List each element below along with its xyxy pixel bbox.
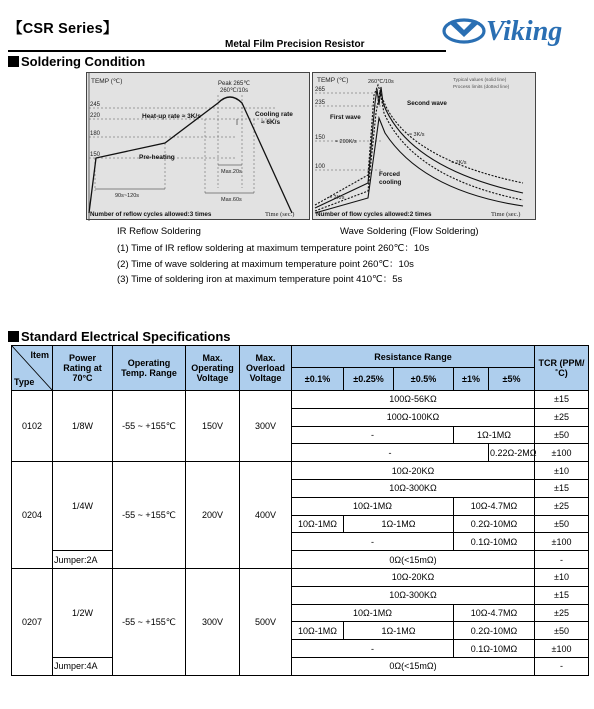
wave-y-tick-265: 265 — [315, 87, 326, 93]
ir-max20: Max.20s — [221, 169, 242, 175]
range-cell: 10Ω-20KΩ — [292, 568, 535, 586]
jumper-cell: Jumper:4A — [53, 657, 113, 675]
wave-y-tick-100: 100 — [315, 164, 326, 170]
table-row — [12, 391, 589, 409]
tcr-cell: ±10 — [535, 568, 589, 586]
table-row — [12, 462, 589, 480]
wave-legend-dotted: Process limits (dotted line) — [453, 85, 510, 90]
wave-rate-2k-b: ≈ 2K/s — [329, 195, 345, 201]
viking-logo — [442, 6, 590, 56]
wave-rate-2k-a: ≈ 2K/s — [451, 160, 467, 166]
range-cell: 10Ω-300KΩ — [292, 479, 535, 497]
wave-chart-caption: Wave Soldering (Flow Soldering) — [340, 226, 479, 237]
tcr-cell: ±100 — [535, 444, 589, 462]
range-cell: 0Ω(<15mΩ) — [292, 551, 535, 569]
brand-wordmark: Viking — [486, 16, 563, 47]
tcr-cell: ±25 — [535, 497, 589, 515]
range-cell: 0.22Ω-2MΩ — [489, 444, 535, 462]
tcr-header: TCR (PPM/˚C) — [535, 346, 589, 391]
wave-y-title: TEMP (℃) — [317, 77, 349, 84]
ir-cooling-label-1: Cooling rate — [255, 111, 293, 118]
wave-soldering-chart — [312, 72, 536, 220]
type-cell: 0204 — [12, 462, 53, 569]
range-cell: - — [292, 444, 489, 462]
ir-y-tick-180: 180 — [90, 131, 101, 137]
wave-legend-solid: Typical values (solid line) — [453, 78, 507, 83]
wave-first-wave-label: First wave — [330, 114, 361, 121]
ir-y-tick-220: 220 — [90, 113, 101, 119]
heading-square-icon — [8, 331, 19, 342]
tcr-cell: ±50 — [535, 426, 589, 444]
ir-heatup-label: Heat-up rate ≈ 3K/s — [142, 113, 201, 120]
tol-header-0.1: ±0.1% — [292, 368, 344, 391]
ir-chart-caption: IR Reflow Soldering — [117, 226, 201, 237]
range-header: Resistance Range — [292, 346, 535, 368]
voltage-cell: 150V — [186, 391, 240, 462]
viking-emblem-icon — [444, 20, 484, 42]
ir-cycles-label: Number of reflow cycles allowed:3 times — [90, 211, 212, 218]
voltage-header: Max. Operating Voltage — [186, 346, 240, 391]
temp-cell: -55 ~ +155℃ — [113, 568, 186, 675]
specs-heading — [8, 329, 231, 344]
soldering-heading — [8, 54, 145, 69]
range-cell: 10Ω-4.7MΩ — [454, 497, 535, 515]
table-row — [12, 568, 589, 586]
wave-x-title: Time (sec.) — [491, 211, 521, 218]
document-subtitle: Metal Film Precision Resistor — [225, 39, 365, 50]
range-cell: 10Ω-1MΩ — [292, 622, 344, 640]
note-ir: (1) Time of IR reflow soldering at maximum temperature point 260℃：10s — [117, 243, 430, 254]
note-wave: (2) Time of wave soldering at maximum temperature point 260℃：10s — [117, 258, 414, 270]
range-cell: 100Ω-100KΩ — [292, 408, 535, 426]
type-cell: 0207 — [12, 568, 53, 675]
tcr-cell: ±25 — [535, 604, 589, 622]
wave-forced-label-2: cooling — [379, 179, 402, 186]
tcr-cell: ±100 — [535, 640, 589, 658]
ir-cooling-label-2: ≈ 6K/s — [261, 119, 281, 126]
wave-forced-label-1: Forced — [379, 171, 400, 178]
range-cell: - — [292, 640, 454, 658]
range-cell: 10Ω-300KΩ — [292, 586, 535, 604]
note-iron: (3) Time of soldering iron at maximum temperature point 410℃：5s — [117, 274, 403, 285]
ir-peak-label: Peak 265℃ — [218, 81, 251, 87]
spec-table — [11, 345, 589, 676]
ir-y-tick-150: 150 — [90, 152, 101, 158]
tcr-cell: ±15 — [535, 391, 589, 409]
voltage-cell: 300V — [186, 568, 240, 675]
voltage-cell: 200V — [186, 462, 240, 569]
range-cell: 1Ω-1MΩ — [344, 622, 454, 640]
overload-cell: 500V — [240, 568, 292, 675]
wave-rate-3k: ≈ 3K/s — [409, 132, 425, 138]
tol-header-0.5: ±0.5% — [394, 368, 454, 391]
range-cell: 0.2Ω-10MΩ — [454, 515, 535, 533]
wave-y-tick-235: 235 — [315, 100, 326, 106]
temp-cell: -55 ~ +155℃ — [113, 462, 186, 569]
range-cell: 10Ω-4.7MΩ — [454, 604, 535, 622]
temp-header: Operating Temp. Range — [113, 346, 186, 391]
wave-y-tick-150: 150 — [315, 135, 326, 141]
range-cell: - — [292, 426, 454, 444]
wave-peak-label: 260℃/10s — [368, 79, 394, 85]
power-cell: 1/8W — [53, 391, 113, 462]
tcr-cell: ±15 — [535, 479, 589, 497]
header-rule — [8, 50, 446, 52]
range-cell: 10Ω-1MΩ — [292, 604, 454, 622]
heading-square-icon — [8, 56, 19, 67]
range-cell: 0Ω(<15mΩ) — [292, 657, 535, 675]
tcr-cell: - — [535, 551, 589, 569]
wave-cycles-label: Number of flow cycles allowed:2 times — [316, 211, 432, 218]
temp-cell: -55 ~ +155℃ — [113, 391, 186, 462]
ir-y-title: TEMP (℃) — [91, 78, 123, 85]
tcr-cell: ±50 — [535, 622, 589, 640]
series-title: 【CSR Series】 — [8, 21, 118, 37]
table-row — [12, 551, 589, 569]
type-cell: 0102 — [12, 391, 53, 462]
power-cell: 1/4W — [53, 462, 113, 551]
tcr-cell: ±15 — [535, 586, 589, 604]
range-cell: 0.1Ω-10MΩ — [454, 640, 535, 658]
range-cell: - — [292, 533, 454, 551]
power-cell: 1/2W — [53, 568, 113, 657]
power-header: Power Rating at 70°C — [53, 346, 113, 391]
range-cell: 10Ω-1MΩ — [292, 497, 454, 515]
ir-reflow-chart — [86, 72, 310, 220]
range-cell: 10Ω-20KΩ — [292, 462, 535, 480]
soldering-heading-text: Soldering Condition — [21, 54, 146, 69]
range-cell: 10Ω-1MΩ — [292, 515, 344, 533]
jumper-cell: Jumper:2A — [53, 551, 113, 569]
tcr-cell: ±25 — [535, 408, 589, 426]
tcr-cell: ±10 — [535, 462, 589, 480]
ir-x-title: Time (sec.) — [265, 211, 295, 218]
wave-second-wave-label: Second wave — [407, 100, 447, 107]
range-cell: 1Ω-1MΩ — [344, 515, 454, 533]
tcr-cell: ±50 — [535, 515, 589, 533]
ir-peak-sub: 260℃/10s — [220, 88, 249, 94]
range-cell: 0.1Ω-10MΩ — [454, 533, 535, 551]
specs-heading-text: Standard Electrical Specifications — [21, 329, 231, 344]
range-cell: 100Ω-56KΩ — [292, 391, 535, 409]
ir-preheat-time: 90s~120s — [115, 193, 140, 199]
range-cell: 0.2Ω-10MΩ — [454, 622, 535, 640]
tol-header-1: ±1% — [454, 368, 489, 391]
ir-max60: Max.60s — [221, 197, 242, 203]
item-type-header — [12, 346, 53, 391]
soldering-notes — [117, 241, 429, 288]
ir-preheat-label: Pre-heating — [139, 154, 175, 161]
overload-cell: 400V — [240, 462, 292, 569]
range-cell: 1Ω-1MΩ — [454, 426, 535, 444]
ir-y-tick-245: 245 — [90, 102, 101, 108]
wave-rate-200k: ≈ 200K/s — [335, 139, 357, 145]
type-header: Type — [14, 377, 35, 387]
tol-header-0.25: ±0.25% — [344, 368, 394, 391]
tcr-cell: ±100 — [535, 533, 589, 551]
table-row — [12, 657, 589, 675]
tcr-cell: - — [535, 657, 589, 675]
overload-cell: 300V — [240, 391, 292, 462]
overload-header: Max. Overload Voltage — [240, 346, 292, 391]
item-header: Item — [30, 350, 49, 360]
tol-header-5: ±5% — [489, 368, 535, 391]
